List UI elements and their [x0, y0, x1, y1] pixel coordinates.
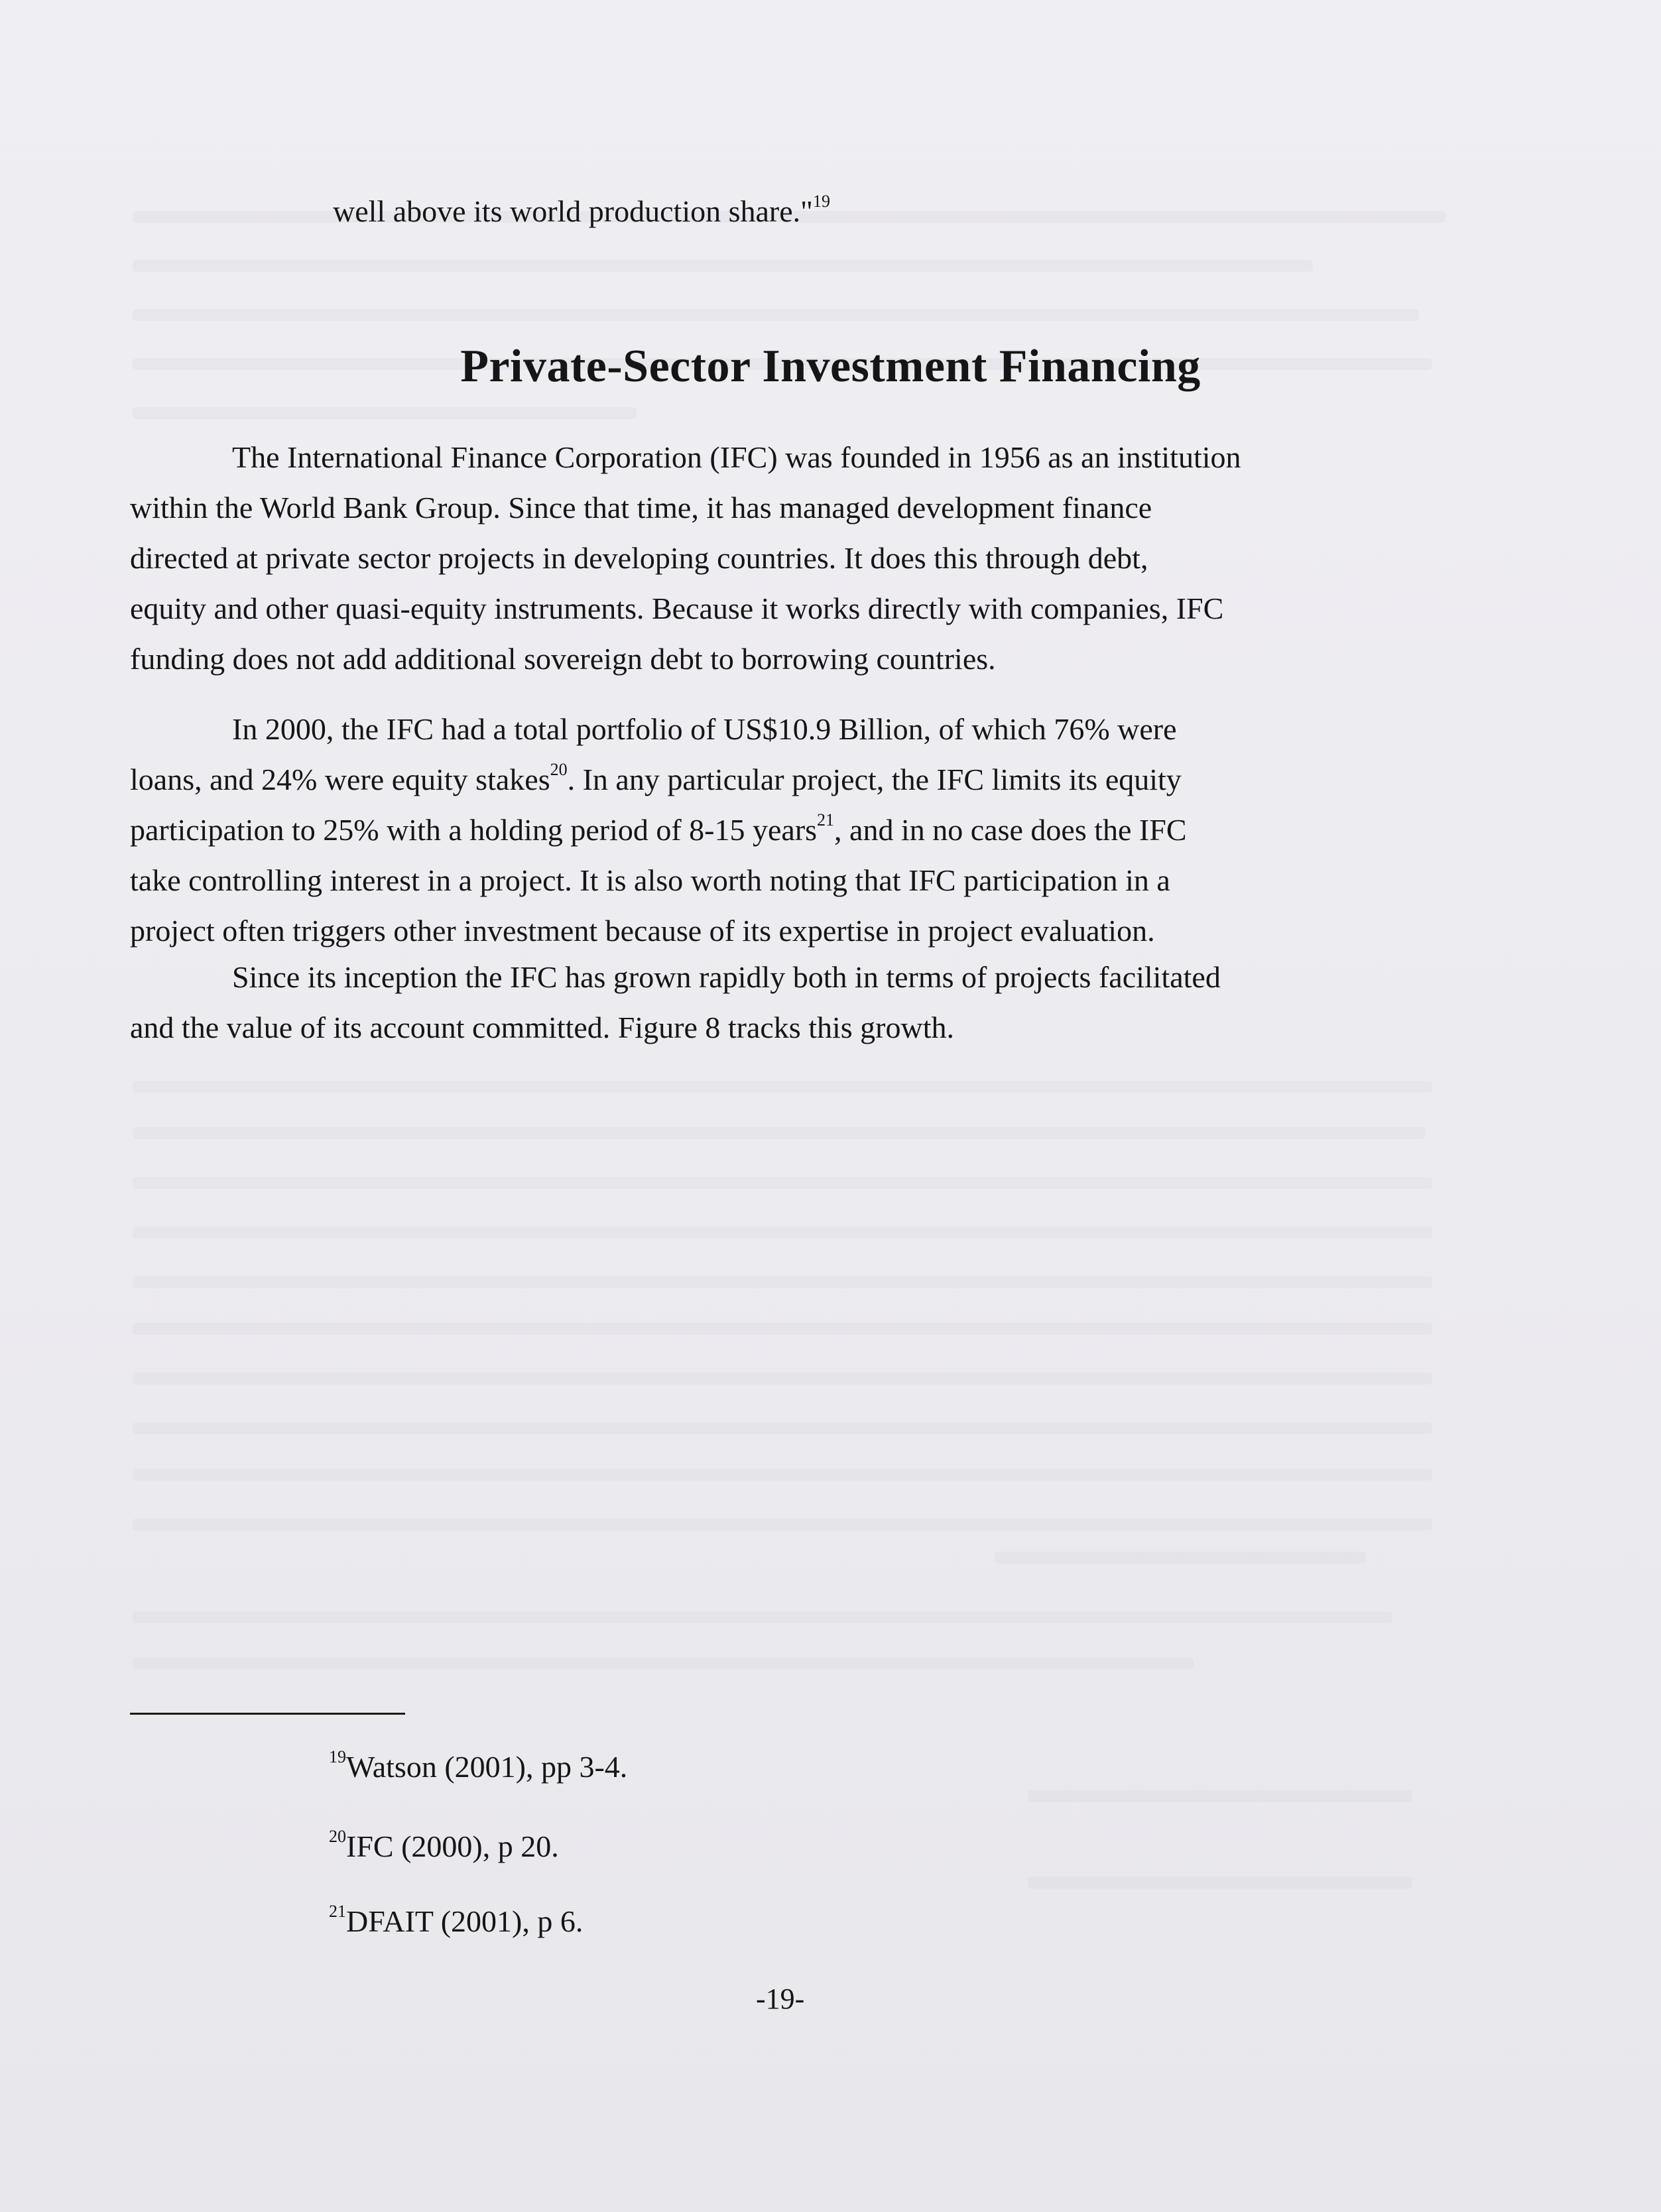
footnote-separator: [130, 1713, 405, 1715]
footnote-number: 20: [329, 1826, 346, 1846]
paragraph-line: [130, 755, 1453, 805]
paragraph-line: and the value of its account committed. Figure 8 tracks this growth.: [130, 1011, 954, 1044]
line-text: loans, and 24% were equity stakes: [130, 763, 550, 796]
page-number: -19-: [756, 1983, 805, 2015]
paragraph-line: project often triggers other investment because of its expertise in project evaluation.: [130, 914, 1155, 948]
paragraph-line: In 2000, the IFC had a total portfolio of US$10.9 Billion, of which 76% were: [232, 712, 1177, 746]
paragraph-ifc-founding: [130, 432, 1453, 684]
line-text: participation to 25% with a holding period of 8-15 years: [130, 813, 818, 847]
paragraph-line: Since its inception the IFC has grown rapidly both in terms of projects facilitated: [232, 960, 1221, 994]
paragraph-ifc-growth: [130, 952, 1453, 1053]
footnote-ref-21: 21: [817, 810, 835, 830]
footnote-text: Watson (2001), pp 3-4.: [346, 1750, 628, 1784]
footnote-20: [329, 1827, 559, 1867]
footnote-19: [329, 1747, 627, 1787]
line-text: . In any particular project, the IFC limits its equity: [567, 763, 1182, 796]
footnote-number: 19: [329, 1747, 346, 1766]
footnote-number: 21: [329, 1901, 346, 1921]
carried-over-quote-text: well above its world production share.": [333, 194, 813, 228]
carried-over-quote: [333, 186, 830, 237]
footnote-ref-19: 19: [812, 191, 830, 211]
paragraph-line: within the World Bank Group. Since that time, it has managed development finance: [130, 491, 1152, 524]
paragraph-line: The International Finance Corporation (IFC) was founded in 1956 as an institution: [232, 440, 1241, 474]
footnote-ref-20: 20: [550, 759, 568, 779]
footnote-text: DFAIT (2001), p 6.: [346, 1904, 584, 1938]
footnote-text: IFC (2000), p 20.: [346, 1829, 559, 1863]
section-heading: Private-Sector Investment Financing: [460, 341, 1201, 392]
paragraph-ifc-portfolio: [130, 704, 1453, 956]
paragraph-line: [130, 805, 1453, 855]
line-text: , and in no case does the IFC: [834, 813, 1187, 847]
paragraph-line: equity and other quasi-equity instruments. Because it works directly with companies, IFC: [130, 591, 1224, 625]
paragraph-line: funding does not add additional sovereign debt to borrowing countries.: [130, 642, 996, 676]
paragraph-line: directed at private sector projects in developing countries. It does this through debt,: [130, 541, 1148, 575]
footnote-21: [329, 1902, 583, 1941]
paragraph-line: take controlling interest in a project. It is also worth noting that IFC participation in a: [130, 863, 1170, 897]
